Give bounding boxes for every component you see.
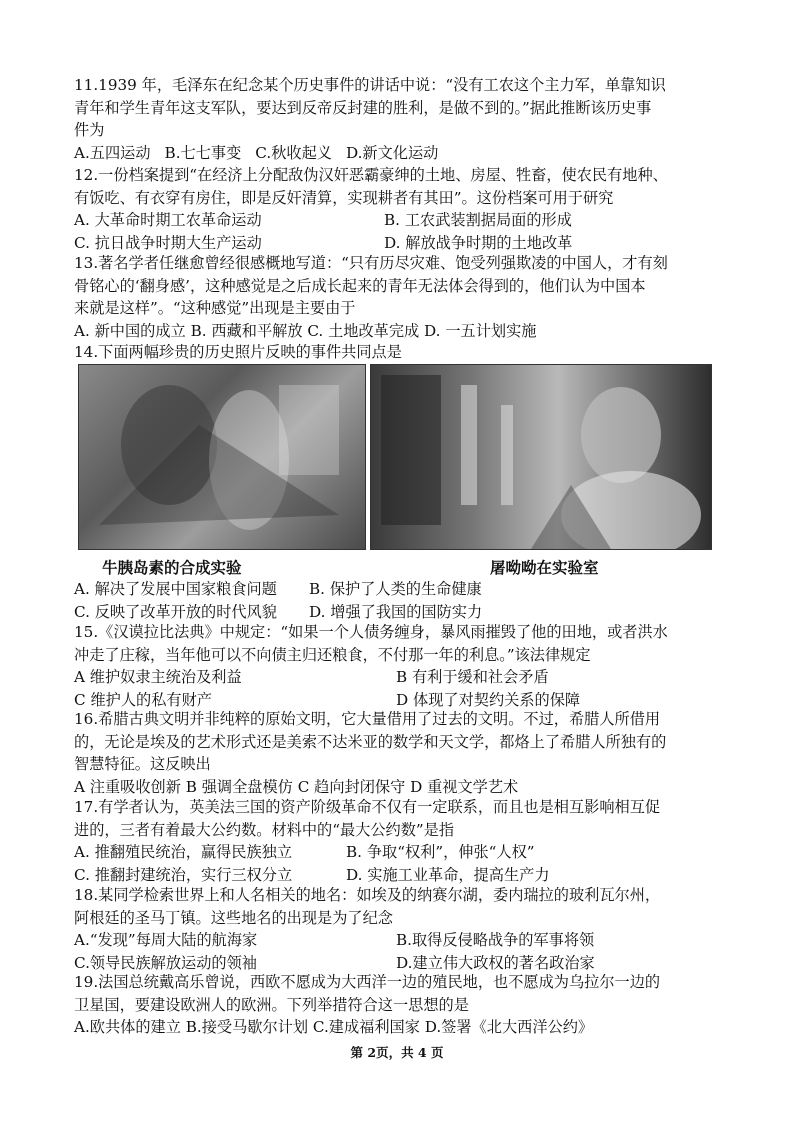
left-photo-caption: 牛胰岛素的合成实验 <box>102 558 242 577</box>
insulin-synthesis-photo <box>78 364 366 550</box>
q12-stem-line: 12.一份档案提到“在经济上分配敌伪汉奸恶霸豪绅的土地、房屋、牲畜，使农民有地种、 <box>74 166 668 184</box>
q16-options: A 注重吸收创新 B 强调全盘模仿 C 趋向封闭保守 D 重视文学艺术 <box>74 777 519 796</box>
q17-option-a: A. 推翻殖民统治，赢得民族独立 <box>74 843 293 861</box>
q18-option-c: C.领导民族解放运动的领袖 <box>74 953 257 972</box>
q18-option-b: B.取得反侵略战争的军事将领 <box>396 931 595 949</box>
q11-option-b: B.七七事变 <box>164 143 242 162</box>
q14-photos <box>78 364 712 548</box>
q11-option-d: D.新文化运动 <box>345 143 439 162</box>
q18-option-d: D.建立伟大政权的著名政治家 <box>396 953 595 972</box>
q13-options: A. 新中国的成立 B. 西藏和平解放 C. 土地改革完成 D. 一五计划实施 <box>74 321 537 340</box>
question-18 <box>74 884 724 974</box>
q11-options <box>74 142 724 165</box>
q12-options <box>74 209 724 254</box>
q17-stem-line: 17.有学者认为，英美法三国的资产阶级革命不仅有一定联系，而且也是相互影响相互促 <box>74 798 661 816</box>
q11-stem-line: 青年和学生青年这支军队，要达到反帝反封建的胜利，是做不到的。”据此推断该历史事 <box>74 98 652 117</box>
question-16 <box>74 708 724 798</box>
question-15 <box>74 621 724 711</box>
q13-stem-line: 13.著名学者任继愈曾经很感概地写道：“只有历尽灾难、饱受列强欺凌的中国人，才有刻 <box>74 254 668 272</box>
q12-option-d: D. 解放战争时期的土地改革 <box>384 233 573 252</box>
q17-option-d: D. 实施工业革命，提高生产力 <box>346 865 550 884</box>
q14-options <box>74 578 724 623</box>
q15-stem-line: 冲走了庄稼，当年他可以不向债主归还粮食，不付那一年的利息。”该法律规定 <box>74 645 591 664</box>
q18-stem-line: 18.某同学检索世界上和人名相关的地名：如埃及的纳赛尔湖，委内瑞拉的玻利瓦尔州， <box>74 886 661 904</box>
q11-stem-line: 11.1939 年，毛泽东在纪念某个历史事件的讲话中说：“没有工农这个主力军，单靠知识 <box>74 76 666 94</box>
q17-options <box>74 841 724 886</box>
q12-option-a: A. 大革命时期工农革命运动 <box>74 211 262 229</box>
q19-stem-line: 卫星国，要建设欧洲人的欧洲。下列举措符合这一思想的是 <box>74 995 469 1014</box>
question-12 <box>74 164 724 254</box>
q17-stem-line: 进的，三者有着最大公约数。材料中的“最大公约数”是指 <box>74 820 455 839</box>
q11-option-a: A.五四运动 <box>74 143 151 162</box>
q11-stem-line: 件为 <box>74 121 105 139</box>
q14-option-d: D. 增强了我国的国防实力 <box>309 602 483 621</box>
q16-stem-line: 的，无论是埃及的艺术形式还是美索不达米亚的数学和天文学，都烙上了希腊人所独有的 <box>74 732 667 751</box>
q16-stem-line: 智慧特征。这反映出 <box>74 755 211 773</box>
tu-youyou-lab-photo <box>370 364 712 550</box>
q12-option-b: B. 工农武装割据局面的形成 <box>384 211 572 229</box>
q19-stem-line: 19.法国总统戴高乐曾说，西欧不愿成为大西洋一边的殖民地，也不愿成为乌拉尔一边的 <box>74 973 661 991</box>
q14-option-b: B. 保护了人类的生命健康 <box>309 580 482 598</box>
q18-stem-line: 阿根廷的圣马丁镇。这些地名的出现是为了纪念 <box>74 908 393 927</box>
q16-stem-line: 16.希腊古典文明并非纯粹的原始文明，它大量借用了过去的文明。不过，希腊人所借用 <box>74 710 661 728</box>
right-photo-caption: 屠呦呦在实验室 <box>490 558 599 577</box>
question-14 <box>74 341 724 364</box>
q14-option-c: C. 反映了改革开放的时代风貌 <box>74 602 277 621</box>
q15-option-a: A 维护奴隶主统治及利益 <box>74 668 242 686</box>
q13-stem-line: 骨铭心的‘翻身感’，这种感觉是之后成长起来的青年无法体会得到的，他们认为中国本 <box>74 276 646 295</box>
q17-option-c: C. 推翻封建统治，实行三权分立 <box>74 865 293 884</box>
q15-option-b: B 有利于缓和社会矛盾 <box>396 668 549 686</box>
page-footer: 第 2页，共 4 页 <box>350 1045 444 1060</box>
question-11 <box>74 74 724 164</box>
q12-option-c: C. 抗日战争时期大生产运动 <box>74 233 262 252</box>
question-13 <box>74 252 724 342</box>
question-19 <box>74 971 724 1039</box>
q15-options <box>74 666 724 711</box>
q13-stem-line: 来就是这样”。“这种感觉”出现是主要由于 <box>74 299 356 317</box>
q15-option-d: D 体现了对契约关系的保障 <box>396 690 581 709</box>
q18-options <box>74 929 724 974</box>
q15-option-c: C 维护人的私有财产 <box>74 690 212 709</box>
q14-stem: 14.下面两幅珍贵的历史照片反映的事件共同点是 <box>74 343 402 361</box>
q17-option-b: B. 争取“权利”，伸张“人权” <box>346 843 535 861</box>
q18-option-a: A.“发现”每周大陆的航海家 <box>74 931 258 949</box>
question-17 <box>74 796 724 886</box>
q11-option-c: C.秋收起义 <box>255 143 332 162</box>
q15-stem-line: 15.《汉谟拉比法典》中规定：“如果一个人债务缠身，暴风雨摧毁了他的田地，或者洪水 <box>74 623 668 641</box>
q19-options: A.欧共体的建立 B.接受马歇尔计划 C.建成福利国家 D.签署《北大西洋公约》 <box>74 1018 594 1036</box>
q12-stem-line: 有饭吃、有衣穿有房住，即是反奸清算，实现耕者有其田”。这份档案可用于研究 <box>74 188 614 207</box>
question-14-options <box>74 578 724 623</box>
q14-option-a: A. 解决了发展中国家粮食问题 <box>74 580 277 598</box>
